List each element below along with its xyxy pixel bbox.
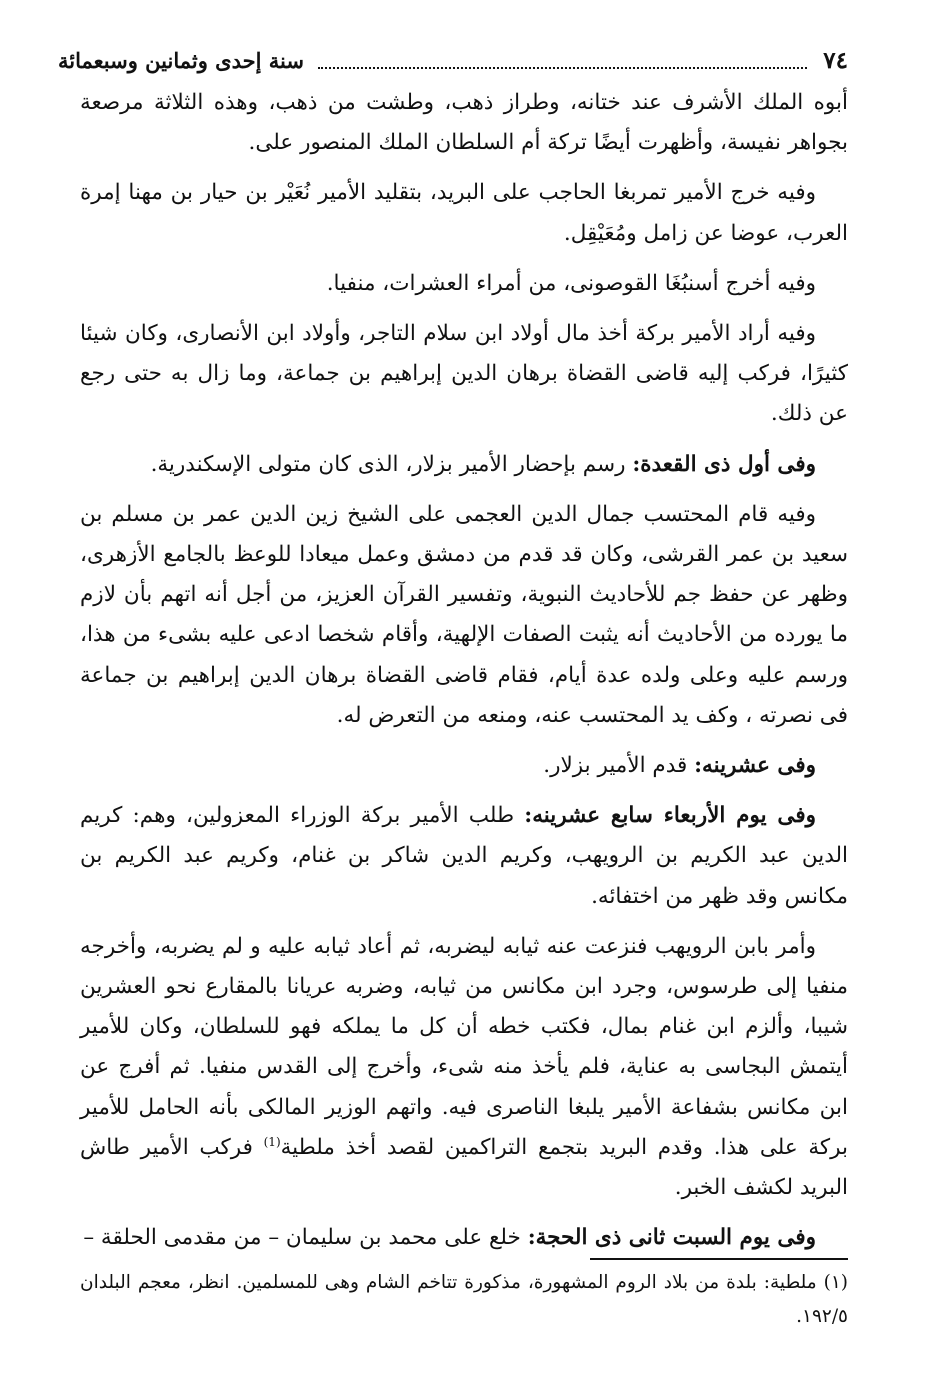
paragraph-text: قدم الأمير بزلار. (543, 753, 688, 779)
date-heading: وفى يوم السبت ثانى ذى الحجة: (527, 1225, 816, 1251)
paragraph-text: وفيه أراد الأمير بركة أخذ مال أولاد ابن سلام التاجر، وأولاد ابن الأنصارى، وكان شيئا كثيرًا، فركب إليه قاضى القضاة برهان الدين إبراهيم بن جماعة، وما زال به حتى رجع عن ذلك. (80, 321, 848, 427)
page-header (58, 40, 848, 80)
date-heading: وفى أول ذى القعدة: (632, 451, 816, 477)
page-number: ٧٤ (823, 46, 848, 74)
paragraph-text: وفيه قام المحتسب جمال الدين العجمى على الشيخ زين الدين عمر بن مسلم بن سعيد بن عمر القرشى، وكان قد قدم من دمشق وعمل ميعادا للوعظ بالجامع الأزهرى، وظهر عن حفظ جم للأحاديث النبوية، وتفسير القرآن العزيز، من أجل أنه اتهم بأن لازم ما يورده من الأحاديث أنه يثبت الصفات الإلهية، وأقام شخصا ادعى عليه بشىء من هذا، ورسم عليه وعلى ولده عدة أيام، فقام قاضى القضاة برهان الدين إبراهيم بن جماعة فى نصرته ، وكف يد المحتسب عنه، ومنعه من التعرض له. (80, 501, 848, 728)
paragraph (80, 495, 848, 736)
footnote-marker: (1) (263, 1134, 281, 1149)
paragraph (80, 746, 848, 786)
paragraph (80, 173, 848, 253)
paragraph-text: فركب الأمير طاش البريد لكشف الخبر. (80, 1134, 848, 1201)
main-text (80, 83, 848, 1268)
paragraph (80, 927, 848, 1208)
date-heading: وفى عشرينه: (694, 753, 816, 779)
paragraph (80, 796, 848, 917)
paragraph (80, 83, 848, 163)
paragraph (80, 445, 848, 485)
paragraph-text: وفيه خرج الأمير تمربغا الحاجب على البريد، بتقليد الأمير نُعَيْر بن حيار بن مهنا إمرة العرب، عوضا عن زامل ومُعَيْقِل. (80, 180, 848, 246)
paragraph-text: وأمر بابن الرويهب فنزعت عنه ثيابه ليضربه، ثم أعاد ثيابه عليه و لم يضربه، وأخرجه منفيا إلى طرسوس، وجرد ابن مكانس من ثيابه، وضربه عريانا بالمقارع نحو العشرين شيبا، وألزم ابن غنام بمال، فكتب خطه أن كل ما يملكه فهو للسلطان، وكان للأمير أيتمش البجاسى به عناية، فلم يأخذ منه شىء، وأخرج إلى القدس منفيا. ثم أفرج عن ابن مكانس بشفاعة الأمير يلبغا الناصرى فيه. واتهم الوزير المالكى بأنه الحامل للأمير بركة على هذا. وقدم البريد بتجمع التراكمين لقصد أخذ ملطية (80, 933, 849, 1160)
paragraph-text: أبوه الملك الأشرف عند ختانه، وطراز ذهب، وطشت من ذهب، وهذه الثلاثة مرصعة بجواهر نفيسة، وأظهرت أيضًا تركة أم السلطان الملك المنصور على. (80, 90, 848, 156)
footnote: (١) ملطية: بلدة من بلاد الروم المشهورة، مذكورة تتاخم الشام وهى للمسلمين. انظر، معجم البلدان ١٩٢/٥. (80, 1272, 848, 1327)
paragraph (80, 1218, 848, 1258)
footnote-separator (590, 1258, 848, 1260)
leader-dots (318, 59, 807, 69)
paragraph-text: خلع على محمد بن سليمان – من مقدمى الحلقة – (83, 1225, 521, 1251)
running-title: سنة إحدى وثمانين وسبعمائة (58, 47, 304, 73)
paragraph-text: رسم بإحضار الأمير بزلار، الذى كان متولى الإسكندرية. (150, 451, 626, 477)
paragraph-text: وفيه أخرج أسنبُغَا القوصونى، من أمراء العشرات، منفيا. (326, 270, 816, 296)
paragraph (80, 264, 848, 304)
paragraph (80, 314, 848, 435)
paragraph-text: طلب الأمير بركة الوزراء المعزولين، وهم: كريم الدين عبد الكريم بن الرويهب، وكريم الدين شاكر بن غنام، وكريم عبد الكريم بن مكانس وقد ظهر من اختفائه. (80, 803, 848, 909)
date-heading: وفى يوم الأربعاء سابع عشرينه: (524, 803, 816, 829)
